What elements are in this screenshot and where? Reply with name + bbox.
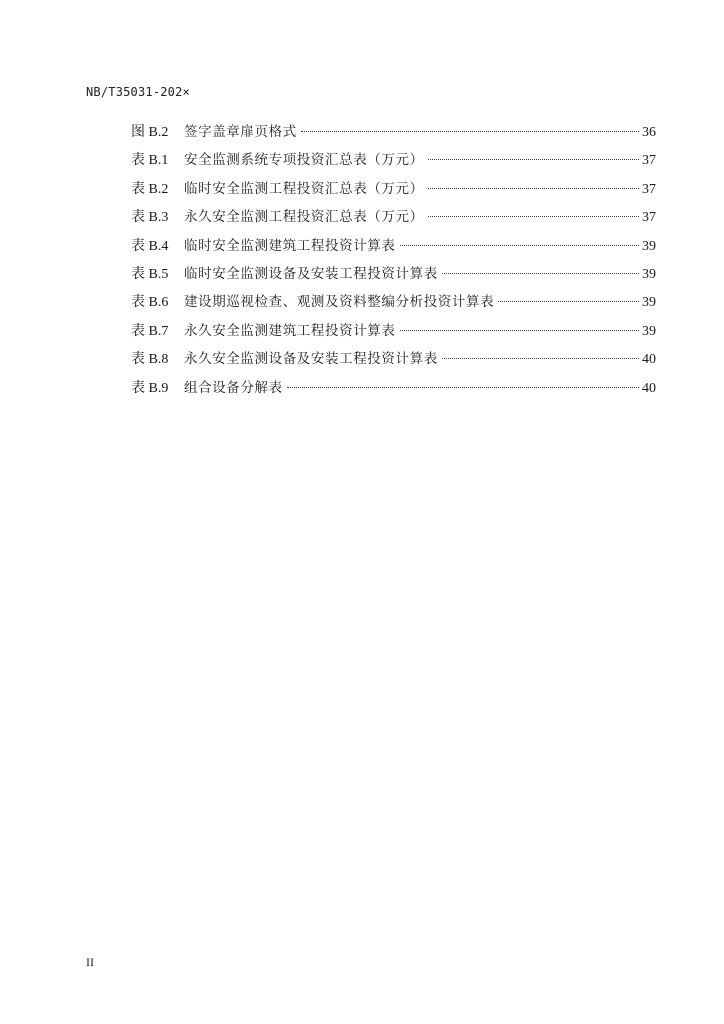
document-number-header: NB/T35031-202× [86,85,190,99]
toc-entry-label: 表 B.4 [131,238,169,254]
toc-entry-title: 临时安全监测建筑工程投资计算表 [184,237,396,254]
toc-entry-label: 表 B.3 [131,210,169,226]
toc-entry-label: 表 B.1 [131,153,169,169]
toc-entry-title: 组合设备分解表 [184,379,283,396]
toc-entry-page: 39 [642,266,656,282]
toc-leader-dots [301,131,639,132]
toc-entry-label: 图 B.2 [131,125,169,140]
toc-entry[interactable] [131,232,656,260]
toc-entry-title: 永久安全监测工程投资汇总表（万元） [184,209,424,226]
toc-entry-title: 临时安全监测设备及安装工程投资计算表 [184,265,438,282]
toc-leader-dots [400,330,640,331]
toc-entry[interactable] [131,203,656,231]
toc-entry[interactable] [131,175,656,203]
toc-entry-page: 37 [642,181,656,197]
table-of-contents [131,118,656,402]
toc-leader-dots [442,273,639,274]
toc-entry[interactable] [131,345,656,373]
toc-entry-label: 表 B.2 [131,181,169,197]
toc-leader-dots [287,387,639,388]
toc-leader-dots [400,245,640,246]
toc-entry[interactable] [131,146,656,174]
toc-entry-label: 表 B.7 [131,323,169,339]
toc-entry-title: 建设期巡视检查、观测及资料整编分析投资计算表 [184,294,495,311]
toc-leader-dots [428,188,639,189]
toc-leader-dots [442,358,639,359]
toc-entry[interactable] [131,260,656,288]
toc-leader-dots [428,216,639,217]
toc-entry[interactable] [131,374,656,402]
page-number: II [86,955,94,969]
toc-entry-label: 表 B.8 [131,352,169,368]
toc-entry-title: 永久安全监测设备及安装工程投资计算表 [184,351,438,368]
toc-entry-label: 表 B.9 [131,380,169,396]
toc-entry-page: 39 [642,295,656,311]
toc-entry-label: 表 B.6 [131,295,169,311]
toc-entry-page: 37 [642,153,656,169]
toc-leader-dots [428,159,639,160]
toc-entry[interactable] [131,288,656,316]
toc-entry-label: 表 B.5 [131,266,169,282]
toc-entry[interactable] [131,118,656,146]
toc-entry-page: 40 [642,380,656,396]
toc-entry-title: 安全监测系统专项投资汇总表（万元） [184,152,424,169]
toc-entry[interactable] [131,317,656,345]
toc-leader-dots [498,301,639,302]
toc-entry-page: 40 [642,352,656,368]
toc-entry-title: 签字盖章扉页格式 [184,124,297,140]
toc-entry-page: 36 [642,125,656,140]
toc-entry-title: 永久安全监测建筑工程投资计算表 [184,322,396,339]
toc-entry-page: 39 [642,238,656,254]
toc-entry-page: 39 [642,323,656,339]
toc-entry-page: 37 [642,210,656,226]
toc-entry-title: 临时安全监测工程投资汇总表（万元） [184,180,424,197]
